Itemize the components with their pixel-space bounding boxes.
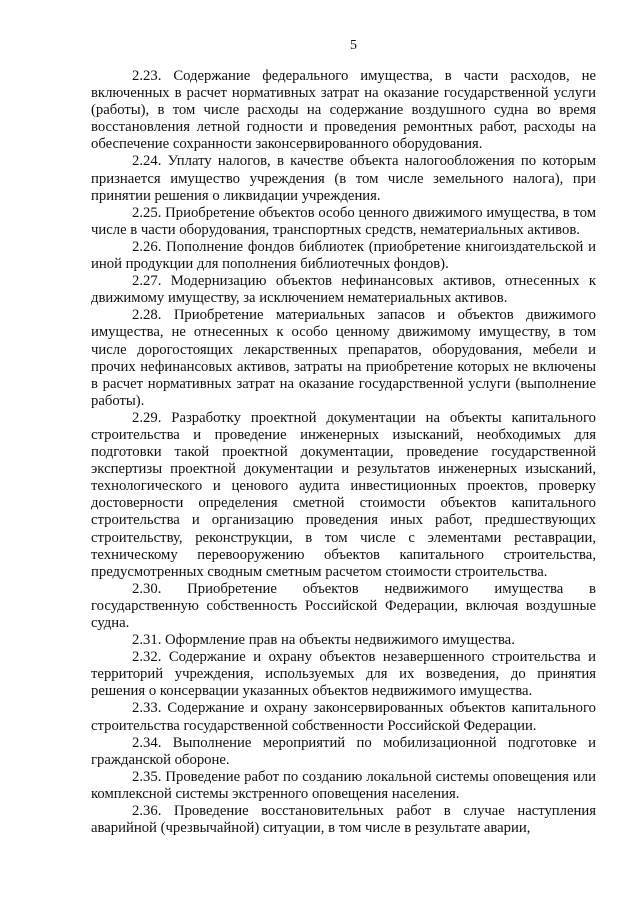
paragraph-2-26: 2.26. Пополнение фондов библиотек (приобретение книгоиздательской и иной продукции для пополнения библиотечных фондов). [91,238,596,273]
paragraph-2-33: 2.33. Содержание и охрану законсервированных объектов капитального строительства государственной собственности Российской Федерации. [91,700,596,734]
paragraph-2-24: 2.24. Уплату налогов, в качестве объекта налогообложения по которым признается имущество учреждения (в том числе земельного налога), при принятии решения о ликвидации учреждения. [91,153,596,204]
paragraph-2-29: 2.29. Разработку проектной документации на объекты капитального строительства и проведение инженерных изысканий, необходимых для подготовки такой проектной документации, проведение государственной экспертизы проектной документации и результатов инженерных изысканий, технологического и ценового аудита инвестиционных проектов, проверку достоверности определения сметной стоимости объектов капитального строительства и организацию проведения иных работ, предшествующих строительству, реконструкции, в том числе с элементами реставрации, техническому перевооружению объектов капитального строительства, предусмотренных сводным сметным расчетом стоимости строительства. [91,409,596,580]
paragraph-2-35: 2.35. Проведение работ по созданию локальной системы оповещения или комплексной системы экстренного оповещения населения. [91,768,596,802]
paragraph-2-34: 2.34. Выполнение мероприятий по мобилизационной подготовке и гражданской обороне. [91,734,596,768]
page-number: 5 [350,38,357,53]
paragraph-2-25: 2.25. Приобретение объектов особо ценного движимого имущества, в том числе в части оборудования, транспортных средств, нематериальных активов. [91,204,596,238]
paragraph-2-30: 2.30. Приобретение объектов недвижимого имущества в государственную собственность Российской Федерации, включая воздушные судна. [91,580,596,631]
paragraph-2-23: 2.23. Содержание федерального имущества, в части расходов, не включенных в расчет нормативных затрат на оказание государственной услуги (работы), в том числе расходы на содержание воздушного судна во время восстановления летной годности и проведения ремонтных работ, расходы на обеспечение сохранности законсервированного оборудования. [91,68,596,153]
paragraph-2-28: 2.28. Приобретение материальных запасов и объектов движимого имущества, не отнесенных к особо ценному движимому имуществу, в том числе дорогостоящих лекарственных препаратов, оборудования, мебели и прочих нефинансовых активов, затраты на приобретение которых не включены в расчет нормативных затрат на оказание государственной услуги (выполнение работы). [91,307,596,409]
paragraph-2-27: 2.27. Модернизацию объектов нефинансовых активов, отнесенных к движимому имуществу, за исключением нематериальных активов. [91,273,596,307]
paragraph-2-32: 2.32. Содержание и охрану объектов незавершенного строительства и территорий учреждения, используемых для их возведения, до принятия решения о консервации указанных объектов недвижимого имущества. [91,649,596,700]
paragraph-2-36: 2.36. Проведение восстановительных работ в случае наступления аварийной (чрезвычайной) ситуации, в том числе в результате аварии, [91,803,596,837]
paragraph-2-31: 2.31. Оформление прав на объекты недвижимого имущества. [132,632,515,649]
